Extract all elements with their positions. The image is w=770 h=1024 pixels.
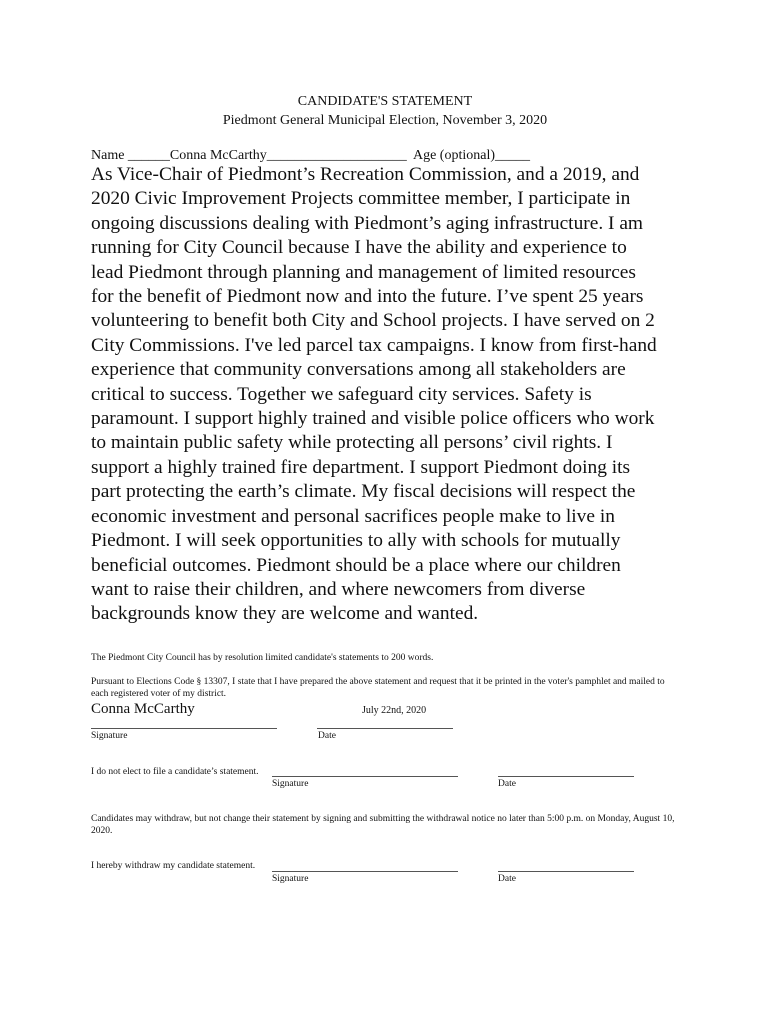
decline-date-label: Date [498,779,516,789]
signature-label: Signature [91,731,128,741]
withdraw-date-line [498,871,634,872]
signer-name: Conna McCarthy [91,701,195,717]
withdraw-signature-line [272,871,458,872]
decline-date-line [498,776,634,777]
decline-statement-text: I do not elect to file a candidate’s statement. [91,767,259,777]
withdraw-notice: Candidates may withdraw, but not change their statement by signing and submitting the withdrawal notice no later than 5:00 p.m. on Monday, August 10, 2020. [91,814,675,836]
decline-signature-label: Signature [272,779,309,789]
document-title: CANDIDATE'S STATEMENT [297,94,473,109]
election-subtitle: Piedmont General Municipal Election, November 3, 2020 [222,113,548,128]
statement-body: As Vice-Chair of Piedmont’s Recreation Commission, and a 2019, and 2020 Civic Improvement Projects committee member, I participate in ongoing discussions dealing with Piedmont’s aging infrastructure. I am running for City Council because I have the ability and experience to lead Piedmont through planning and management of limited resources for the benefit of Piedmont now and into the future. I’ve spent 25 years volunteering to benefit both City and School projects. I have served on 2 City Commissions. I've led parcel tax campaigns. I know from first-hand experience that community conversations among all stakeholders are critical to success. Together we safeguard city services. Safety is paramount. I support highly trained and visible police officers who work to maintain public safety while protecting all persons’ civil rights. I support a highly trained fire department. I support Piedmont doing its part protecting the earth’s climate. My fiscal decisions will respect the economic investment and personal sacrifices people make to live in Piedmont. I will seek opportunities to ally with schools for mutually beneficial outcomes. Piedmont should be a place where our children want to raise their children, and where newcomers from diverse backgrounds know they are welcome and wanted. [91,164,657,625]
date-line [317,728,453,729]
pursuant-notice: Pursuant to Elections Code § 13307, I state that I have prepared the above statement and request that it be printed in the voter's pamphlet and mailed to each registered voter of my district. [91,677,665,699]
date-label: Date [318,731,336,741]
word-limit-notice: The Piedmont City Council has by resolution limited candidate's statements to 200 words. [91,653,434,663]
signature-line [91,728,277,729]
withdraw-signature-label: Signature [272,874,309,884]
candidate-name-line: Name ______Conna McCarthy____________________ Age (optional)_____ [91,148,531,163]
decline-signature-line [272,776,458,777]
withdraw-date-label: Date [498,874,516,884]
signature-date-value: July 22nd, 2020 [362,705,427,716]
withdraw-statement-text: I hereby withdraw my candidate statement. [91,861,256,871]
